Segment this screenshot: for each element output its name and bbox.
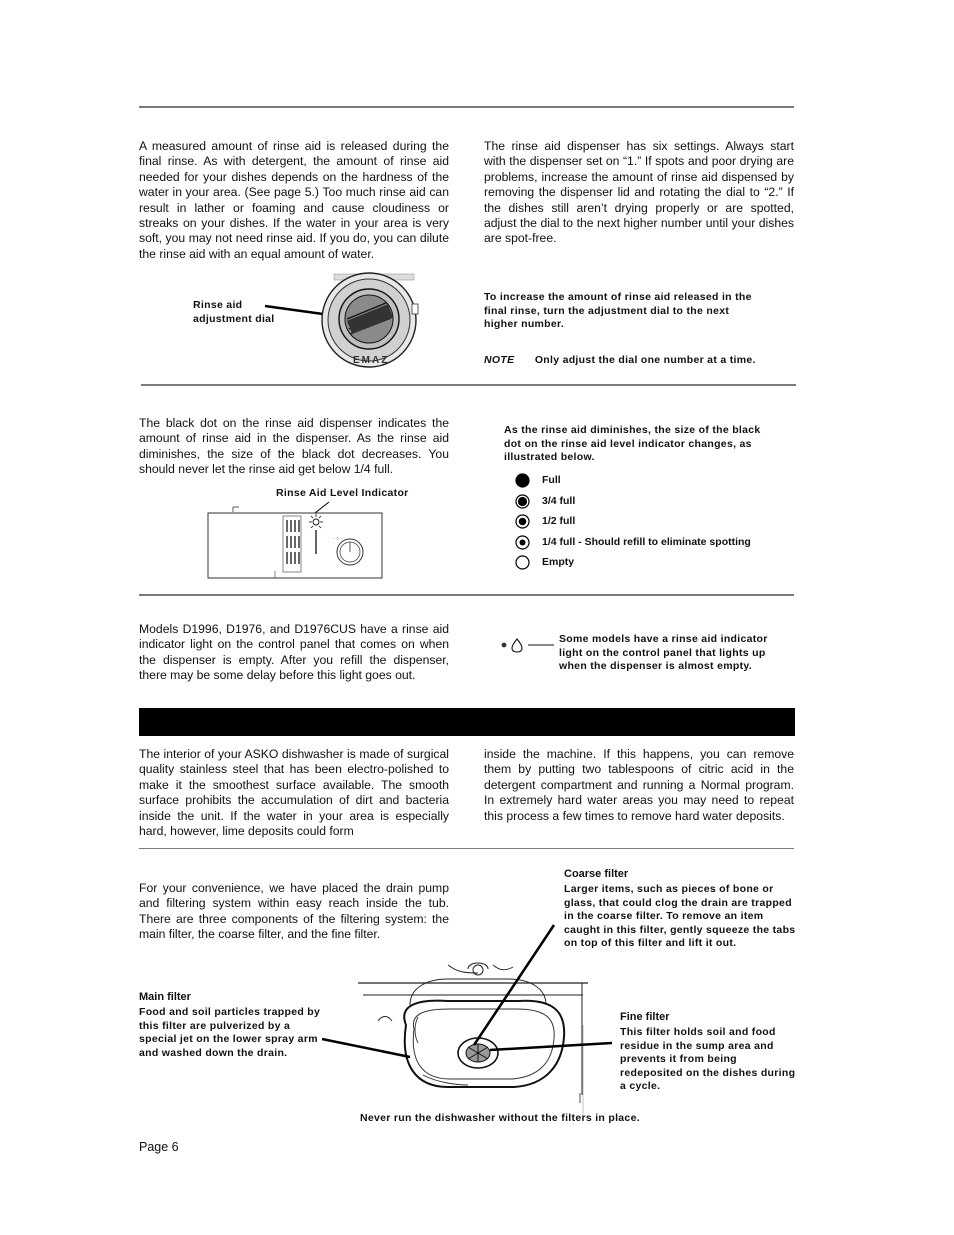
coarse-filter-title: Coarse filter <box>564 868 629 880</box>
rinse-aid-dial-illustration <box>262 272 422 372</box>
level-right-intro: As the rinse aid diminishes, the size of the black dot on the rinse aid level indicator changes, as illustrated below. <box>504 424 761 464</box>
level-dot-inner <box>519 517 527 525</box>
filter-illustration <box>318 925 618 1115</box>
level-left-paragraph: The black dot on the rinse aid dispenser indicates the amount of rinse aid in the dispenser. As the rinse aid diminishes, the size of the black dot decreases. You should never let the rinse aid get below 1/4 full. <box>139 416 449 477</box>
note-text: Only adjust the dial one number at a time. <box>534 354 756 366</box>
coarse-filter-text: Larger items, such as pieces of bone or glass, that could clog the drain are trapped in the coarse filter. To remove an item caught in this filter, gently squeeze the tabs on top of this filter and lift it out. <box>564 883 796 950</box>
rinse-aid-right-paragraph: The rinse aid dispenser has six settings. Always start with the dispenser set on “1.” If spots and poor drying are problems, increase the amount of rinse aid dispensed by removing the dispenser lid and rotating the dial to “2.” If the dishes still aren’t drying properly or are spotted, adjust the dial to the next higher number until your dishes are spot-free. <box>484 139 794 246</box>
level-label-3-4: 3/4 full <box>542 495 576 507</box>
level-dot-full-icon <box>515 473 530 488</box>
main-filter-title: Main filter <box>139 991 191 1003</box>
level-dot-inner <box>518 496 527 505</box>
level-label-1-4: 1/4 full - Should refill to eliminate spotting <box>542 536 751 548</box>
page-number: Page 6 <box>139 1140 179 1154</box>
level-label-1-2: 1/2 full <box>542 515 576 527</box>
level-label-full: Full <box>542 474 561 486</box>
dial-logo: EMAZ <box>353 355 390 366</box>
indicator-light-icon <box>500 636 558 654</box>
note-line <box>484 354 804 368</box>
level-dot-outer <box>516 474 529 487</box>
fine-filter-title: Fine filter <box>620 1011 670 1023</box>
level-dot-inner <box>520 539 526 545</box>
level-dot-1-2-icon <box>515 514 530 529</box>
increase-note: To increase the amount of rinse aid released in the final rinse, turn the adjustment dial to the next higher number. <box>484 291 752 331</box>
level-dot-empty-icon <box>515 555 530 570</box>
level-dot-3-4-icon <box>515 494 530 509</box>
dial-label-line1: Rinse aid <box>193 299 243 311</box>
level-label-empty: Empty <box>542 556 575 568</box>
level-dot-1-4-icon <box>515 535 530 550</box>
indicator-light-left-paragraph: Models D1996, D1976, and D1976CUS have a rinse aid indicator light on the control panel that comes on when the dispenser is empty. After you refill the dispenser, there may be some delay before this light goes out. <box>139 622 449 683</box>
main-filter-text: Food and soil particles trapped by this filter are pulverized by a special jet on the lower spray arm and washed down the drain. <box>139 1006 321 1059</box>
dial-label-line2: adjustment dial <box>193 312 275 325</box>
indicator-light-note: Some models have a rinse aid indicator light on the control panel that lights up when the dispenser is almost empty. <box>559 633 768 673</box>
rule-3 <box>139 594 794 596</box>
level-indicator-label: Rinse Aid Level Indicator <box>276 487 409 499</box>
svg-text:· ○ ·: · ○ · <box>333 536 343 542</box>
filters-intro: For your convenience, we have placed the drain pump and filtering system within easy reach inside the tub. There are three components of the filtering system: the main filter, the coarse filter, and the fine filter. <box>139 881 449 942</box>
level-row-empty <box>515 553 574 571</box>
note-label: NOTE <box>484 354 515 366</box>
fine-filter-text: This filter holds soil and food residue in the sump area and prevents it from being redeposited on the dishes during a cycle. <box>620 1026 796 1093</box>
filter-warning: Never run the dishwasher without the filters in place. <box>360 1112 640 1124</box>
level-row-full <box>515 471 561 489</box>
interior-left-paragraph: The interior of your ASKO dishwasher is made of surgical quality stainless steel that has been electro-polished to make it the smoothest surface available. The smooth surface prohibits the accumulation of dirt and bacteria inside the unit. If the water in your area is especially hard, however, lime deposits could form <box>139 747 449 839</box>
level-row-1-2 <box>515 512 575 530</box>
control-panel-illustration <box>207 500 385 582</box>
rule-2 <box>141 384 796 386</box>
rule-4 <box>139 848 794 849</box>
section-header-band <box>139 708 795 736</box>
top-rule <box>139 106 794 108</box>
level-dot-outer <box>516 556 529 569</box>
level-row-1-4 <box>515 533 751 551</box>
interior-right-paragraph: inside the machine. If this happens, you can remove them by putting two tablespoons of citric acid in the detergent compartment and running a Normal program. In extremely hard water areas you may need to repeat this process a few times to remove hard water deposits. <box>484 747 794 823</box>
level-row-3-4 <box>515 492 575 510</box>
rinse-aid-left-paragraph: A measured amount of rinse aid is released during the final rinse. As with detergent, the amount of rinse aid needed for your dishes depends on the hardness of the water in your area. (See page 5.) Too much rinse aid can result in lather or foaming and cause cloudiness or streaks on your dishes. If the water in your area is very soft, you may not need rinse aid. If you do, you can dilute the rinse aid with an equal amount of water. <box>139 139 449 261</box>
